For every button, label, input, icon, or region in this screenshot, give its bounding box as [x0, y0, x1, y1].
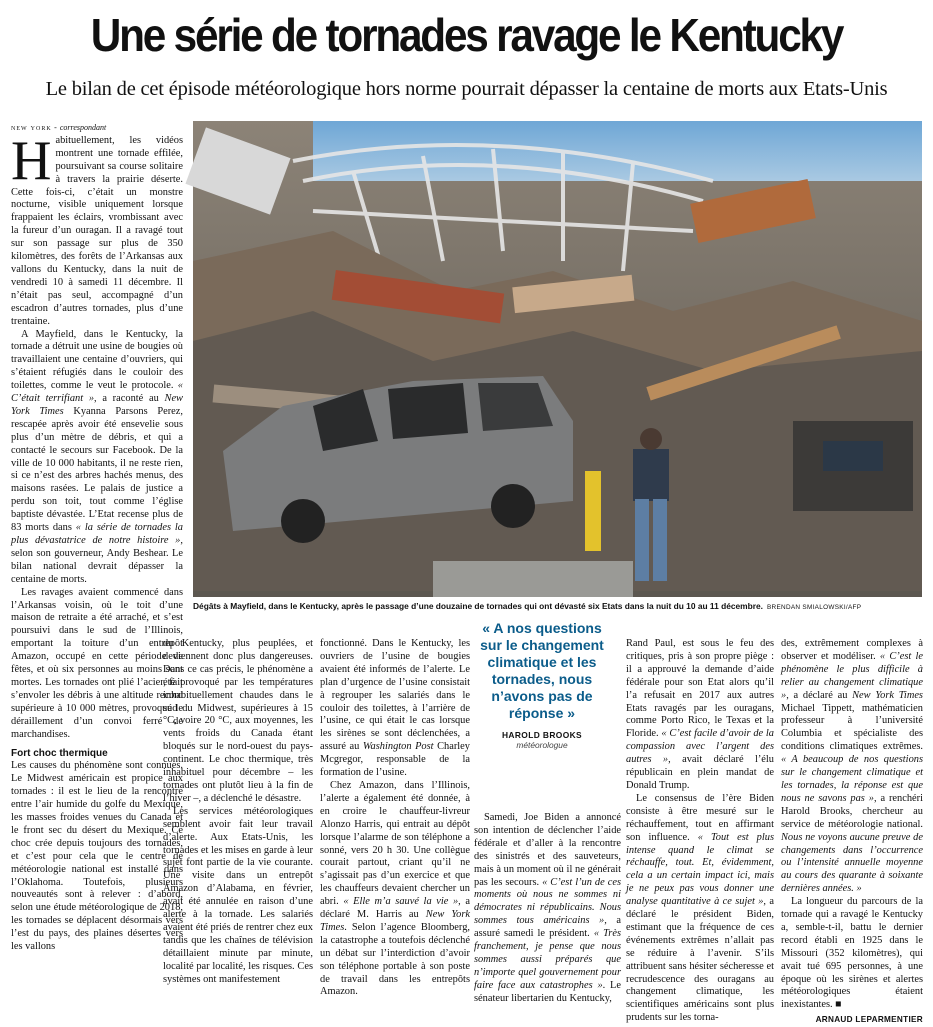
photo-caption — [193, 601, 922, 611]
quote: Nous ne voyons aucune preuve de changements dans l’occurrence ou l’intensité annuelle moyenne au cours des quarante à soixante dernières années. » — [781, 831, 923, 895]
pull-quote-text: « A nos questions sur le changement climatique et les tornades, nous n’avons pas de réponse » — [480, 620, 604, 721]
text: Chez Amazon, dans l’Illinois, l’alerte a également été donnée, à en croire le chauffeur-livreur Alonzo Harris, qui entrait au dépôt lorsque l’alarme de son téléphone a sonné, vers 20 h 30. Une collègue courait partout, criant qu’il ne s’agissait pas d’un exercice et que les chauffeurs devaient chercher un abri. — [320, 779, 470, 908]
photo-credit: BRENDAN SMIALOWSKI/AFP — [767, 604, 862, 611]
article-column-5 — [626, 638, 774, 1024]
text: Kyanna Parsons Perez, rescapée après avoir été ensevelie sous plus d’un mètre de débris, et qui a contacté le secours sur Facebook. De la ville de 10 000 habitants, il ne reste rien, si ce n’est des arbres hachés menus, des maisons rasées. Le palais de justice a perdu son toit, tout comme l’église baptiste dévastée. L’Etat recense plus de 83 morts dans — [11, 405, 184, 534]
byline — [11, 122, 183, 135]
byline-separator: - — [51, 123, 60, 132]
publication-name: Washington Post — [362, 741, 434, 753]
article-column-4 — [474, 812, 621, 1004]
paragraph: Les causes du phénomène sont connues. Le Midwest américain est propice aux tornades : il est le lieu de la rencontre entre l’air humide du golfe du Mexique, les masses froides venues du Canada et le front sec du désert du Mexique. Ce choc crée depuis toujours des tornades, et c’est pour cela que le centre de météorologie national est installé dans l’Oklahoma. Toutefois, plusieurs nouveautés sont à relever : d’abord, selon une étude météorologique de 2018, les tornades se déplacent désormais vers l’est du pays, des plaines désertes vers les vallons — [11, 760, 183, 953]
paragraph — [626, 793, 774, 1025]
text: Le consensus de l’ère Biden consiste à être mesuré sur le réchauffement, tout en affirmant son influence. — [626, 792, 774, 843]
dropcap: H — [11, 129, 52, 192]
paragraph: La longueur du parcours de la tornade qui a ravagé le Kentucky a, semble-t-il, battu le dernier record établi en 1925 dans le Missouri (352 kilomètres), qui avait tué 695 personnes, à une époque où les sirènes et alertes météorologiques étaient inexistantes. ■ — [781, 896, 923, 1011]
quote: « A beaucoup de nos questions sur le changement climatique et les tornades, la réponse est que nous ne savons pas » — [781, 754, 923, 804]
paragraph — [781, 638, 923, 896]
quote: « C’est facile d’avoir de la compassion avec l’argent des autres » — [626, 728, 774, 766]
publication-name: New York Times — [320, 909, 470, 933]
lead-paragraph — [11, 129, 183, 329]
text: Michael Tippett, mathématicien professeur à l’université Columbia et spécialiste des conditions climatiques extrêmes. — [781, 702, 923, 753]
paragraph: du Kentucky, plus peuplées, et deviennent donc plus dangereuses. Dans ce cas précis, le phénomène a été provoqué par les températures inhabituellement chaudes dans le sud du Midwest, supérieures à 15 °C, voire 20 °C, aux moyennes, les vents froids du Canada étant bloqués sur le nord-ouest du pays-continent. Le choc thermique, très inhabituel pour décembre – les tornades ont plutôt lieu à la fin de l’hiver –, a déclenché le désastre. — [163, 638, 313, 804]
text: Charley Mcgregor, responsable de la formation de l’usine. — [320, 741, 470, 779]
text: , avait déclaré l’élu républicain en plein mandat de Donald Trump. — [626, 754, 774, 791]
text: , a déclaré le président Biden, estimant que la fréquence de ces événements extrêmes n’allait pas se réduire à l’avenir. S’ils attribuent sans hésiter sécheresse et recrudescence des ouragans au changement climatique, les scientifiques américains sont plus prudents sur les torna- — [626, 896, 774, 1024]
photo-tornado-debris — [193, 121, 922, 597]
paragraph: Les services météorologiques semblent avoir fait leur travail d’alerte. Aux Etats-Unis, les tornades et les mises en garde à leur sujet font partie de la vie courante. Une visite dans un entrepôt Amazon d’Alabama, en février, avait été annulée en raison d’une alerte à la tornade. Les salariés avaient été priés de rentrer chez eux tandis que les chaînes de télévision détaillaient minute par minute, localité par localité, les risques. Ces systèmes ont manifestement — [163, 805, 313, 985]
text: . Le sénateur libertarien du Kentucky, — [474, 979, 621, 1004]
text: Rand Paul, est sous le feu des critiques, pris à son propre piège : il a approuvé la demande d’aide fédérale pour son Etat alors qu’il l’a refusait en 2017 aux autres Etats ravagés par les ouragans, comme Porto Rico, le Texas et la Floride. — [626, 638, 774, 740]
quote: « Très franchement, je pense que nous sommes aussi préparés que n’importe quel gouvernement pour faire face aux catastrophes » — [474, 928, 621, 991]
article-column-1 — [11, 122, 183, 960]
photo-illustration — [193, 121, 922, 597]
yellow-post — [585, 471, 601, 551]
paragraph — [626, 638, 774, 793]
text: des, extrêmement complexes à observer et modéliser. — [781, 638, 923, 662]
quote: « Elle m’a sauvé la vie » — [343, 896, 459, 908]
text: . Selon l’agence Bloomberg, la catastrophe a toutefois déclenché un débat sur l’interdiction d’avoir son téléphone portable à son poste de travail dans les entrepôts Amazon. — [320, 921, 470, 998]
pull-quote — [477, 620, 607, 750]
text: , a renchéri Harold Brooks, chercheur au service de météorologie national. — [781, 792, 923, 830]
deck-subtitle: Le bilan de cet épisode météorologique hors norme pourrait dépasser la centaine de morts aux Etats-Unis — [45, 78, 888, 100]
paragraph — [320, 638, 470, 780]
text: Samedi, Joe Biden a annoncé son intention de déclencher l’aide fédérale et d’aller à la rencontre des sinistrés et des sauveteurs, mais à un moment où il ne générait pas les secours. — [474, 812, 621, 888]
paragraph — [320, 780, 470, 999]
text: A Mayfield, dans le Kentucky, la tornade a détruit une usine de bougies où travaillaient une centaine d’ouvriers, qui s’étaient réfugiés dans le couloir des toilettes, comme le veut le protocole. — [11, 328, 183, 392]
author-signature: ARNAUD LEPARMENTIER — [815, 1015, 923, 1025]
quote: « Tout est plus intense quand le climat se réchauffe, tout. Et, évidemment, cela a un certain impact ici, mais je ne peux pas vous donner une analyse quantitative à ce sujet » — [626, 831, 774, 908]
quote: « C’est le phénomène le plus difficile à relier au changement climatique » — [781, 650, 923, 701]
headline: Une série de tornades ravage le Kentucky — [90, 9, 843, 61]
paragraph — [474, 812, 621, 1006]
text: , a déclaré M. Harris au — [320, 896, 470, 921]
publication-name: New York Times — [11, 393, 183, 417]
quote: « C’était terrifiant » — [11, 380, 183, 405]
article-column-6 — [781, 638, 923, 1025]
pull-quote-author: HAROLD BROOKS — [501, 730, 583, 740]
text: , a raconté au — [94, 393, 165, 405]
text: , selon son gouverneur, Andy Beshear. Le bilan national devrait dépasser la centaine de morts. — [11, 535, 183, 585]
pull-quote-role: météorologue — [516, 740, 568, 750]
byline-role: correspondant — [59, 123, 107, 132]
text: fonctionné. Dans le Kentucky, les ouvriers de l’usine de bougies avaient été informés de l’alerte. Le plan d’urgence de l’usine consistait à regrouper les salariés dans le couloir des toilettes, à l’arrière de l’usine, ce qui était le cas lorsque les sirènes se sont déclenchées, a assuré au — [320, 638, 470, 753]
article-column-2 — [163, 638, 313, 985]
quote: « C’est l’un de ces moments où nous ne sommes ni démocrates ni républicains. Nous sommes tous américains » — [474, 876, 621, 927]
publication-name: New York Times — [852, 689, 923, 701]
subheading: Fort choc thermique — [11, 747, 108, 759]
article-column-3 — [320, 638, 470, 998]
paragraph: Les ravages avaient commencé dans l’Arkansas voisin, où le toit d’une maison de retraite a été arraché, et s’est poursuivi dans le sud de l’Illinois, emportant la toiture d’un entrepôt Amazon, occupé en cette période de fêtes, et où six personnes au moins sont mortes. Les tornades ont plié l’acier, fait s’envoler les débris à une altitude record supérieure à 10 000 mètres, provoqué le déraillement d’un convoi ferré de marchandises. — [11, 586, 183, 740]
quote: « la série de tornades la plus dévastatrice de notre histoire » — [11, 522, 183, 546]
text: , a assuré samedi le président. — [474, 915, 621, 940]
text: , a déclaré au — [786, 689, 853, 701]
caption-text: Dégâts à Mayfield, dans le Kentucky, après le passage d’une douzaine de tornades qui ont dévasté six Etats dans la nuit du 10 au 11 décembre. — [193, 601, 763, 611]
byline-city: new york — [11, 123, 52, 132]
lead-text: abituellement, les vidéos montrent une tornade effilée, poursuivant sa course solitaire à travers la prairie déserte. Cette fois-ci, c’était un monstre nocturne, visible uniquement lorsque frappaient les éclairs, vrombissant avec la fureur d’un ouragan. Il a ravagé tout sur son passage sur plus de 350 kilomètres, des forêts de l’Arkansas aux vallons du Kentucky, dans la nuit de vendredi 10 à samedi 11 décembre. Il n’était pas seul, accompagné d’un escadron d’autres tornades, plus d’une trentaine. — [11, 134, 183, 327]
paragraph — [11, 329, 183, 587]
